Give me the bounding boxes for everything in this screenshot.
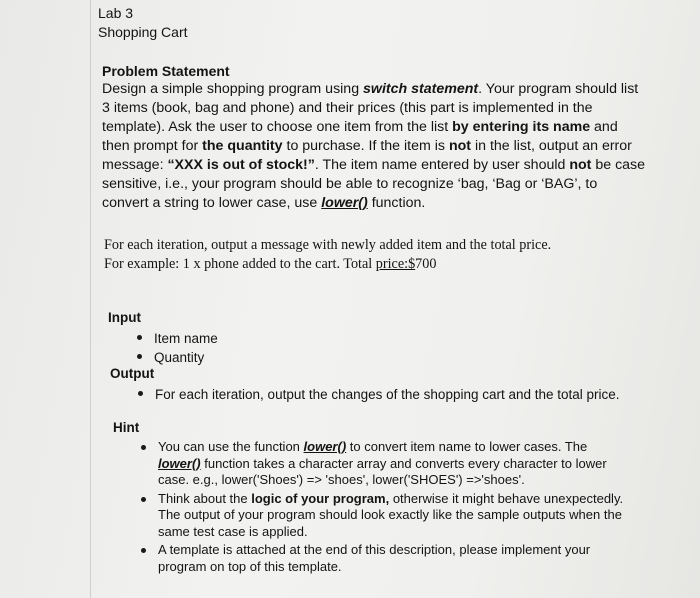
text-span: “XXX is out of stock!”	[167, 157, 315, 173]
text-span: switch statement	[363, 81, 479, 97]
text-span: not	[448, 138, 472, 154]
text-span: You can use the function	[158, 439, 304, 454]
lab-subtitle: Shopping Cart	[98, 24, 188, 40]
iteration-example	[104, 236, 644, 274]
page-left-edge	[90, 0, 91, 598]
text-span: For each iteration, output the changes of the shopping cart and the total price.	[155, 387, 620, 402]
text-span: . Your program should list 3 items (book, bag and phone) and their prices (this part is implemented in the template). Ask the user to choose one item from the list	[102, 81, 639, 135]
list-item	[154, 348, 218, 367]
text-span: For example: 1 x phone added to the cart. Total	[104, 256, 376, 272]
text-span: 700	[415, 256, 437, 272]
text-span: function.	[367, 195, 426, 211]
text-span: by entering its name	[452, 119, 591, 135]
output-list	[155, 385, 620, 404]
input-list	[154, 329, 218, 367]
problem-heading: Problem Statement	[102, 63, 230, 79]
list-item	[158, 491, 632, 541]
text-span: price:$	[375, 256, 416, 272]
problem-statement	[102, 80, 647, 213]
text-span: in the list, output an error message:	[102, 138, 632, 173]
list-item	[158, 439, 632, 489]
text-span: not	[569, 157, 592, 173]
text-span: lower()	[158, 455, 201, 471]
text-span: A template is attached at the end of this description, please implement your program on top of this template.	[158, 542, 591, 574]
iteration-line: For each iteration, output a message with newly added item and the total price.	[104, 237, 552, 253]
example-line	[104, 255, 644, 274]
text-span: logic of your program,	[251, 490, 390, 506]
list-item	[155, 385, 620, 404]
text-span: to convert item name to lower cases. The	[346, 439, 588, 454]
list-item	[158, 542, 632, 575]
hint-heading: Hint	[113, 420, 140, 435]
text-span: be case sensitive, i.e., your program should be able to recognize ‘bag, ‘Bag or ‘BAG’, to convert a string to lower case, use	[102, 157, 646, 211]
text-span: Quantity	[154, 350, 205, 365]
text-span: Design a simple shopping program using	[102, 81, 364, 97]
list-item	[154, 329, 218, 348]
text-span: otherwise it might behave unexpectedly. The output of your program should look exactly like the sample outputs when the same test case is applied.	[158, 490, 624, 539]
text-span: function takes a character array and converts every character to lower case. e.g., lower('Shoes') => 'shoes', lower('SHOES') =>'shoes'.	[158, 455, 607, 487]
text-span: to purchase. If the item is	[282, 138, 449, 154]
text-span: . The item name entered by user should	[314, 157, 570, 173]
text-span: Item name	[154, 331, 218, 346]
text-span: the quantity	[202, 138, 283, 154]
hint-list	[158, 439, 632, 577]
lab-title: Lab 3	[98, 5, 134, 21]
input-heading: Input	[108, 310, 141, 325]
output-heading: Output	[110, 366, 155, 381]
text-span: and then prompt for	[102, 119, 618, 154]
text-span: lower()	[321, 195, 368, 211]
text-span: Think about the	[158, 490, 252, 506]
text-span: lower()	[303, 439, 347, 454]
